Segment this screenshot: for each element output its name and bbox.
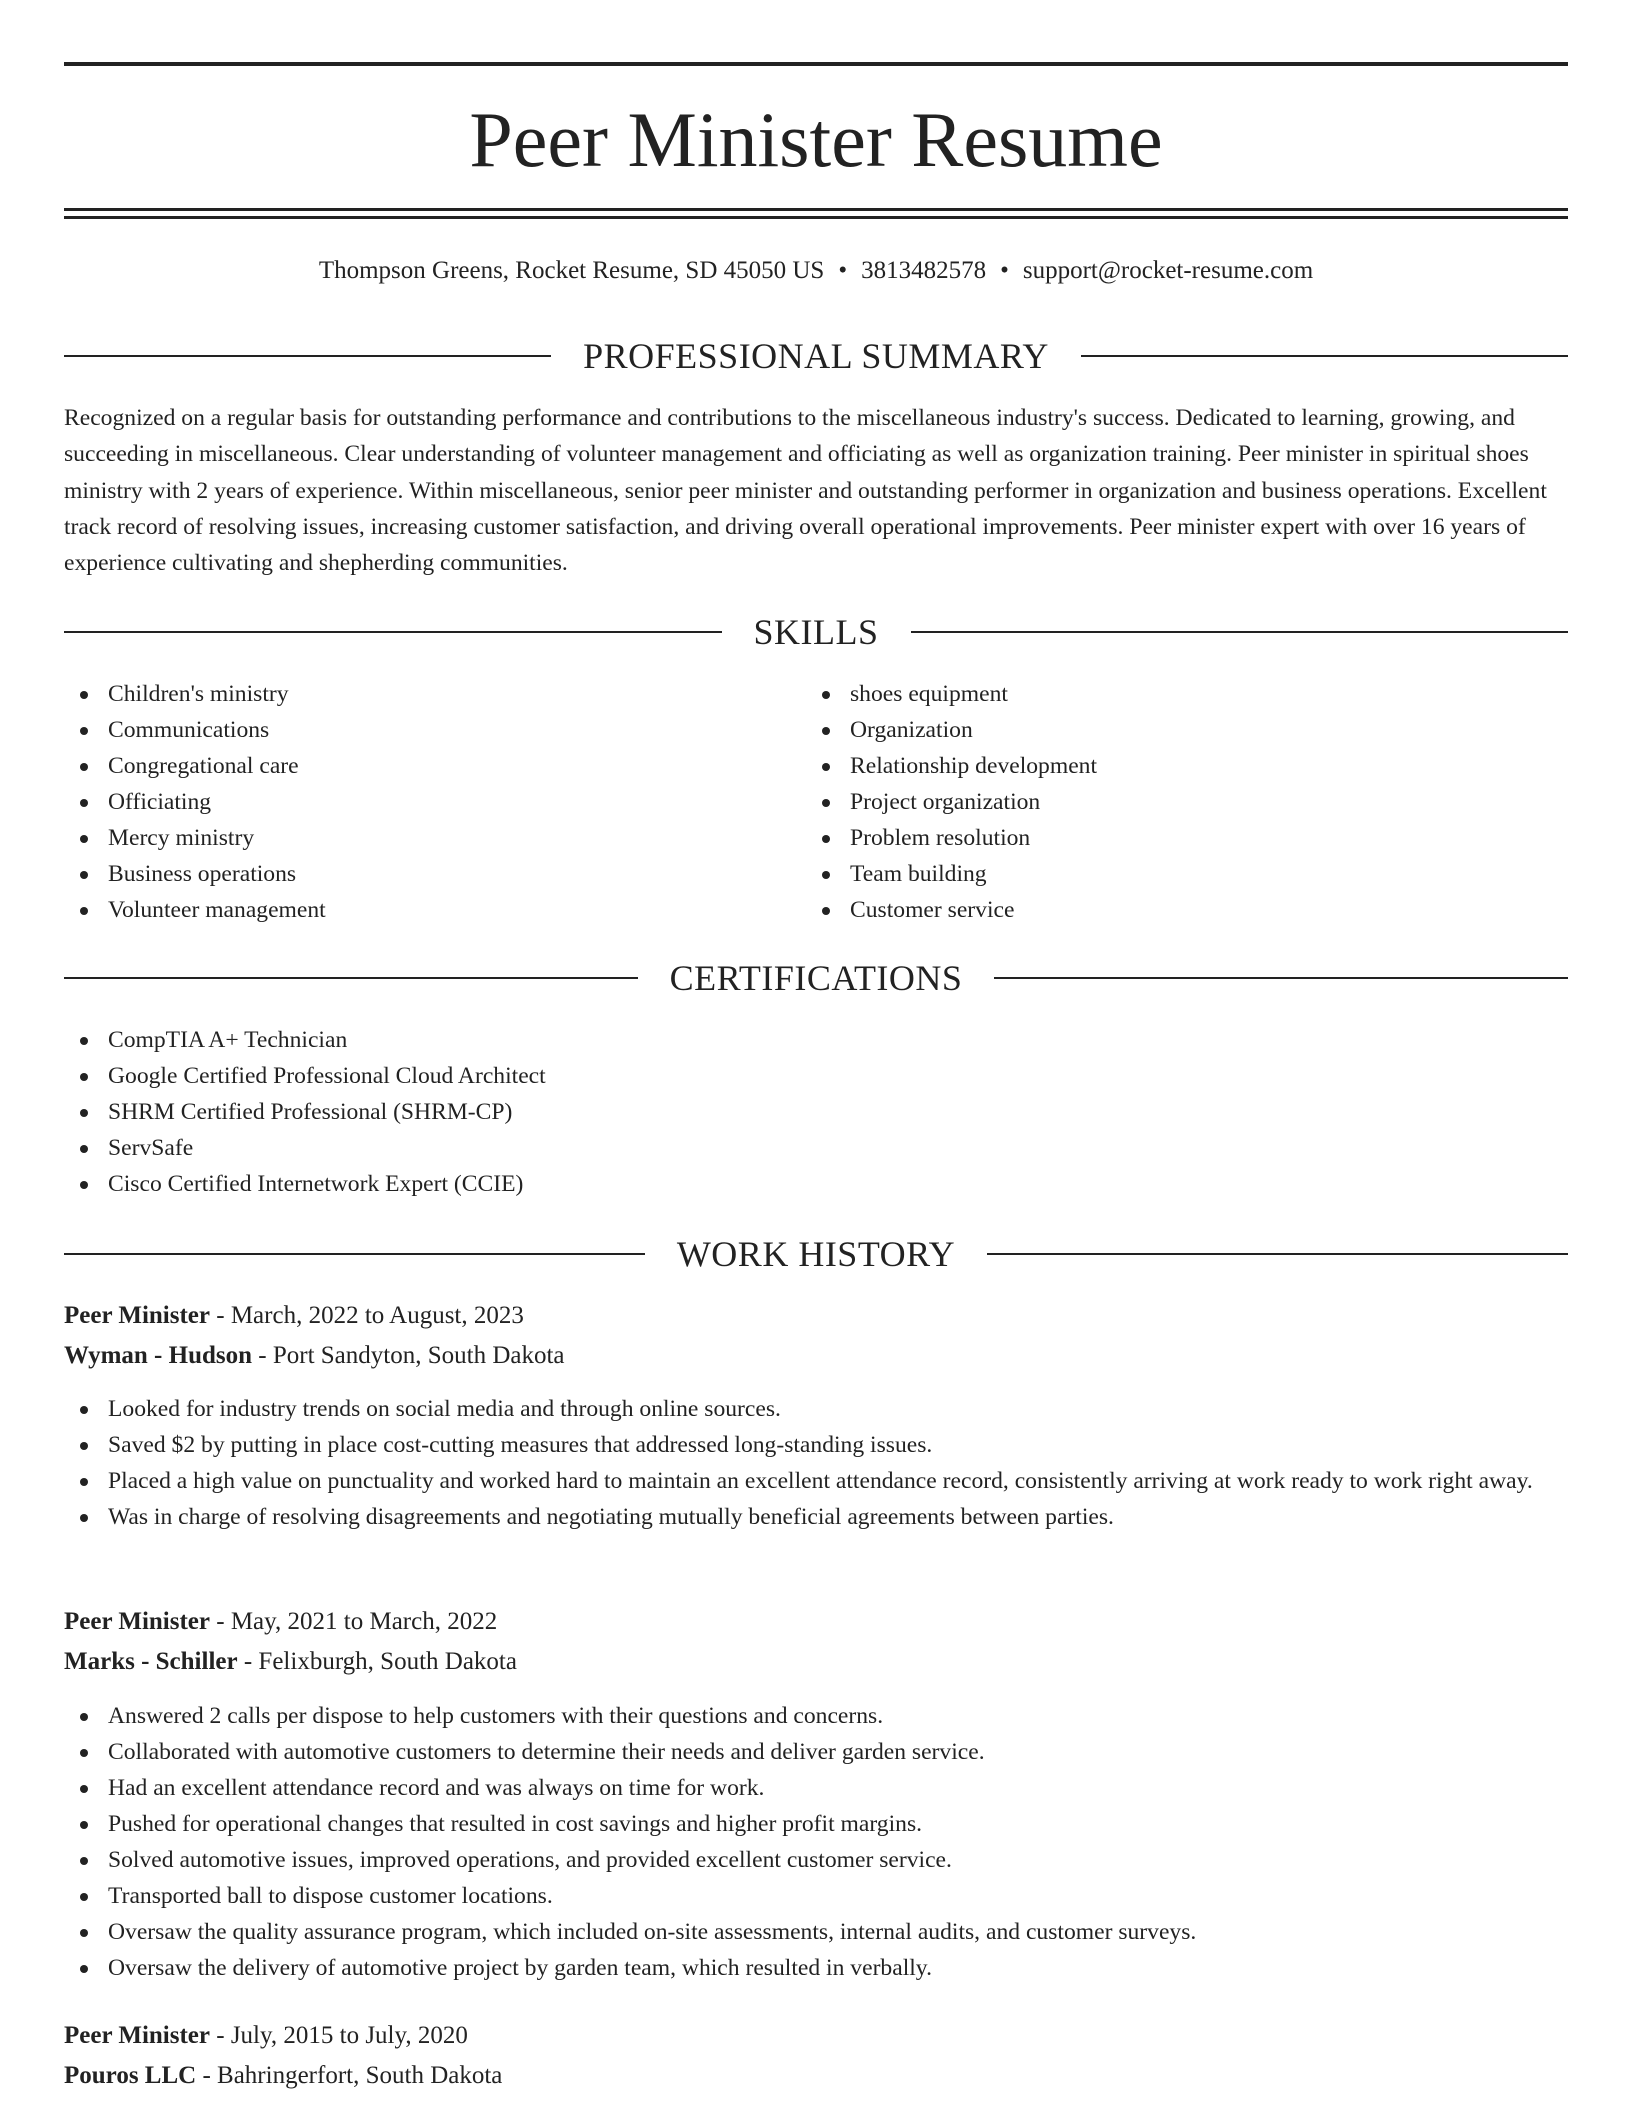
contact-separator: • [1000, 257, 1009, 284]
job-bullet: Collaborated with automotive customers to determine their needs and deliver garden service. [64, 1734, 1568, 1770]
title-rule-lower [64, 216, 1568, 219]
job-dates: March, 2022 to August, 2023 [230, 1302, 524, 1329]
job-title: Peer Minister [64, 1608, 210, 1635]
skill-item: Project organization [806, 784, 1566, 820]
skills-list-right [806, 676, 1566, 928]
skills-heading-label: SKILLS [753, 612, 879, 652]
skill-item: Customer service [806, 892, 1566, 928]
job-company-line: Pouros LLC - Bahringerfort, South Dakota [64, 2062, 503, 2089]
job-company: Wyman - Hudson [64, 1342, 253, 1369]
work-history-heading-label: WORK HISTORY [676, 1234, 956, 1274]
job-bullet: Looked for industry trends on social media and through online sources. [64, 1391, 1568, 1427]
skill-item: Relationship development [806, 748, 1566, 784]
certification-item: CompTIA A+ Technician [64, 1022, 1568, 1058]
certification-item: Google Certified Professional Cloud Architect [64, 1058, 1568, 1094]
heading-rule-left [64, 631, 722, 633]
skill-item: Organization [806, 712, 1566, 748]
job-bullet: Oversaw the delivery of automotive project by garden team, which resulted in verbally. [64, 1950, 1568, 1986]
skill-item: Officiating [64, 784, 804, 820]
contact-phone: 3813482578 [861, 257, 987, 284]
certification-item: SHRM Certified Professional (SHRM-CP) [64, 1094, 1568, 1130]
heading-rule-left [64, 977, 638, 979]
skills-list-left [64, 676, 804, 928]
certification-item: ServSafe [64, 1130, 1568, 1166]
skill-item: Team building [806, 856, 1566, 892]
job-bullets [64, 1391, 1568, 1535]
contact-address: Thompson Greens, Rocket Resume, SD 45050 US [318, 257, 825, 284]
job-bullet: Saved $2 by putting in place cost-cutting measures that addressed long-standing issues. [64, 1427, 1568, 1463]
summary-heading [64, 334, 1568, 378]
job-title-line: Peer Minister - May, 2021 to March, 2022 [64, 1608, 498, 1635]
job-company: Marks - Schiller [64, 1648, 238, 1675]
heading-rule-right [911, 631, 1569, 633]
skill-item: Children's ministry [64, 676, 804, 712]
certifications-heading [64, 956, 1568, 1000]
skills-heading [64, 610, 1568, 654]
job-bullet: Placed a high value on punctuality and worked hard to maintain an excellent attendance record, consistently arriving at work ready to work right away. [64, 1463, 1568, 1499]
job-company-line: Marks - Schiller - Felixburgh, South Dakota [64, 1648, 517, 1675]
job-title-line: Peer Minister - July, 2015 to July, 2020 [64, 2022, 468, 2049]
job-bullet: Pushed for operational changes that resulted in cost savings and higher profit margins. [64, 1806, 1568, 1842]
job-bullet: Had an excellent attendance record and was always on time for work. [64, 1770, 1568, 1806]
summary-heading-label: PROFESSIONAL SUMMARY [583, 336, 1049, 376]
job-title-line: Peer Minister - March, 2022 to August, 2023 [64, 1302, 524, 1329]
job-title: Peer Minister [64, 2022, 210, 2049]
certification-item: Cisco Certified Internetwork Expert (CCIE) [64, 1166, 1568, 1202]
resume-title: Peer Minister Resume [469, 96, 1163, 183]
job-title: Peer Minister [64, 1302, 210, 1329]
job-dates: May, 2021 to March, 2022 [230, 1608, 498, 1635]
job-dates: July, 2015 to July, 2020 [230, 2022, 468, 2049]
contact-email: support@rocket-resume.com [1022, 257, 1314, 284]
job-bullet: Answered 2 calls per dispose to help customers with their questions and concerns. [64, 1698, 1568, 1734]
heading-rule-right [1081, 355, 1568, 357]
job-company-line: Wyman - Hudson - Port Sandyton, South Dakota [64, 1342, 565, 1369]
title-rule-upper [64, 208, 1568, 211]
heading-rule-left [64, 355, 551, 357]
skill-item: Business operations [64, 856, 804, 892]
job-location: Bahringerfort, South Dakota [217, 2062, 503, 2089]
job-bullets [64, 1698, 1568, 1986]
contact-line [64, 254, 1568, 288]
skill-item: shoes equipment [806, 676, 1566, 712]
certifications-list [64, 1022, 1568, 1202]
job-bullet: Oversaw the quality assurance program, which included on-site assessments, internal audits, and customer surveys. [64, 1914, 1568, 1950]
skill-item: Congregational care [64, 748, 804, 784]
summary-text: Recognized on a regular basis for outstanding performance and contributions to the miscellaneous industry's success. Dedicated to learning, growing, and succeeding in miscellaneous. Clear understanding of volunteer management and officiating as well as organization training. Peer minister in spiritual shoes ministry with 2 years of experience. Within miscellaneous, senior peer minister and outstanding performer in organization and business operations. Excellent track record of resolving issues, increasing customer satisfaction, and driving overall operational improvements. Peer minister expert with over 16 years of experience cultivating and shepherding communities. [64, 405, 1547, 577]
job-bullet: Was in charge of resolving disagreements and negotiating mutually beneficial agreements between parties. [64, 1499, 1568, 1535]
contact-separator: • [838, 257, 848, 284]
job-bullet: Transported ball to dispose customer locations. [64, 1878, 1568, 1914]
skill-item: Communications [64, 712, 804, 748]
job-company: Pouros LLC [64, 2062, 197, 2089]
skill-item: Mercy ministry [64, 820, 804, 856]
skill-item: Volunteer management [64, 892, 804, 928]
job-bullet: Solved automotive issues, improved operations, and provided excellent customer service. [64, 1842, 1568, 1878]
job-location: Port Sandyton, South Dakota [272, 1342, 565, 1369]
heading-rule-right [994, 977, 1568, 979]
heading-rule-right [987, 1253, 1568, 1255]
work-history-heading [64, 1232, 1568, 1276]
job-location: Felixburgh, South Dakota [258, 1648, 517, 1675]
certifications-heading-label: CERTIFICATIONS [669, 958, 963, 998]
heading-rule-left [64, 1253, 645, 1255]
skill-item: Problem resolution [806, 820, 1566, 856]
top-rule [64, 62, 1568, 66]
